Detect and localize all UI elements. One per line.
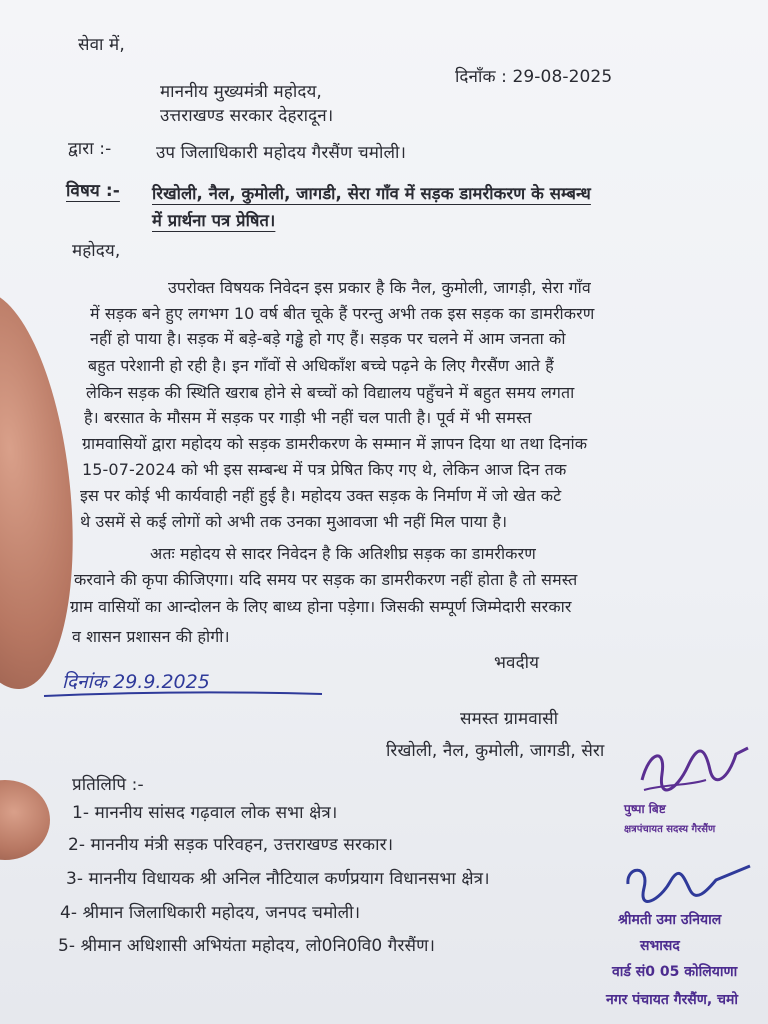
body-line: थे उसमें से कई लोगों को अभी तक उनका मुआवजा भी नहीं मिल पाया है। [80,512,508,531]
body-line: में सड़क बने हुए लगभग 10 वर्ष बीत चूके हैं परन्तु अभी तक इस सड़क का डामरीकरण [90,304,595,323]
cc-item: 1- माननीय सांसद गढ़वाल लोक सभा क्षेत्र। [72,803,338,823]
body-line: ग्रामवासियों द्वारा महोदय को सड़क डामरीकरण के सम्मान में ज्ञापन दिया था तथा दिनांक [82,434,588,453]
via-label: द्वारा :- [68,139,112,159]
body-line: 15-07-2024 को भी इस सम्बन्ध में पत्र प्रेषित किए गए थे, लेकिन आज दिन तक [82,460,567,479]
body-line: इस पर कोई भी कार्यवाही नहीं हुई है। महोदय उक्त सड़क के निर्माण में जो खेत कटे [80,486,562,505]
handwritten-date: दिनांक 29.9.2025 [62,671,210,693]
greeting: महोदय, [72,241,121,261]
cc-item: 4- श्रीमान जिलाधिकारी महोदय, जनपद चमोली। [60,903,361,923]
letter-date: दिनाँक : 29-08-2025 [455,67,613,87]
cc-item: 3- माननीय विधायक श्री अनिल नौटियाल कर्णप्रयाग विधानसभा क्षेत्र। [66,869,490,889]
recipient-line-2: उत्तराखण्ड सरकार देहरादून। [160,106,334,126]
body-line: उपरोक्त विषयक निवेदन इस प्रकार है कि नैल, कुमोली, जागड़ी, सेरा गाँव [168,278,591,297]
subject-label: विषय :- [66,181,120,201]
stamp-2-line: वार्ड सं0 05 कोलियाणा [612,964,738,980]
recipient-line-1: माननीय मुख्यमंत्री महोदय, [160,82,322,102]
finger-overlay [0,780,50,860]
signature-1 [636,740,756,800]
body-line: है। बरसात के मौसम में सड़क पर गाड़ी भी नहीं चल पाती है। पूर्व में भी समस्त [84,408,532,427]
body-line: ग्राम वासियों का आन्दोलन के लिए बाध्य होना पड़ेगा। जिसकी सम्पूर्ण जिम्मेदारी सरकार [70,597,572,616]
signatory-line-2: रिखोली, नैल, कुमोली, जागडी, सेरा [386,741,605,761]
salutation-to: सेवा में, [78,35,125,55]
stamp-2-line: सभासद [640,938,680,954]
body-line: व शासन प्रशासन की होगी। [72,627,230,646]
body-line: लेकिन सड़क की स्थिति खराब होने से बच्चों को विद्यालय पहुँचने में बहुत समय लगता [86,383,575,402]
subject-line-2: में प्रार्थना पत्र प्रेषित। [152,211,276,230]
stamp-1-line: क्षत्रपंचायत सदस्य गैरसैंण [624,824,716,835]
body-line: बहुत परेशानी हो रही है। इन गाँवों से अधिकाँश बच्चे पढ़ने के लिए गैरसैंण आते हैं [88,356,554,375]
body-line: नहीं हो पाया है। सड़क में बड़े-बड़े गड्ढे हो गए हैं। सड़क पर चलने में आम जनता को [90,329,566,348]
via-text: उप जिलाधिकारी महोदय गैरसैंण चमोली। [156,143,407,163]
signatory-line-1: समस्त ग्रामवासी [460,709,559,729]
stamp-2-line: नगर पंचायत गैरसैंण, चमो [606,992,738,1008]
stamp-1-line: पुष्पा बिष्ट [624,802,666,816]
cc-item: 2- माननीय मंत्री सड़क परिवहन, उत्तराखण्ड सरकार। [68,835,394,855]
body-line: अतः महोदय से सादर निवेदन है कि अतिशीघ्र सड़क का डामरीकरण [150,544,536,563]
handwritten-date-underline [40,688,330,702]
subject-line-1: रिखोली, नैल, कुमोली, जागडी, सेरा गाँव में सड़क डामरीकरण के सम्बन्ध [152,184,591,203]
stamp-1 [624,800,758,835]
body-line: करवाने की कृपा कीजिएगा। यदि समय पर सड़क का डामरीकरण नहीं होता है तो समस्त [74,570,578,589]
cc-item: 5- श्रीमान अधिशासी अभियंता महोदय, लो0नि0वि0 गैरसैंण। [58,936,436,956]
stamp-2 [600,902,768,1024]
cc-label: प्रतिलिपि :- [72,775,144,795]
stamp-2-line: श्रीमती उमा उनियाल [618,912,722,928]
closing: भवदीय [494,653,540,673]
